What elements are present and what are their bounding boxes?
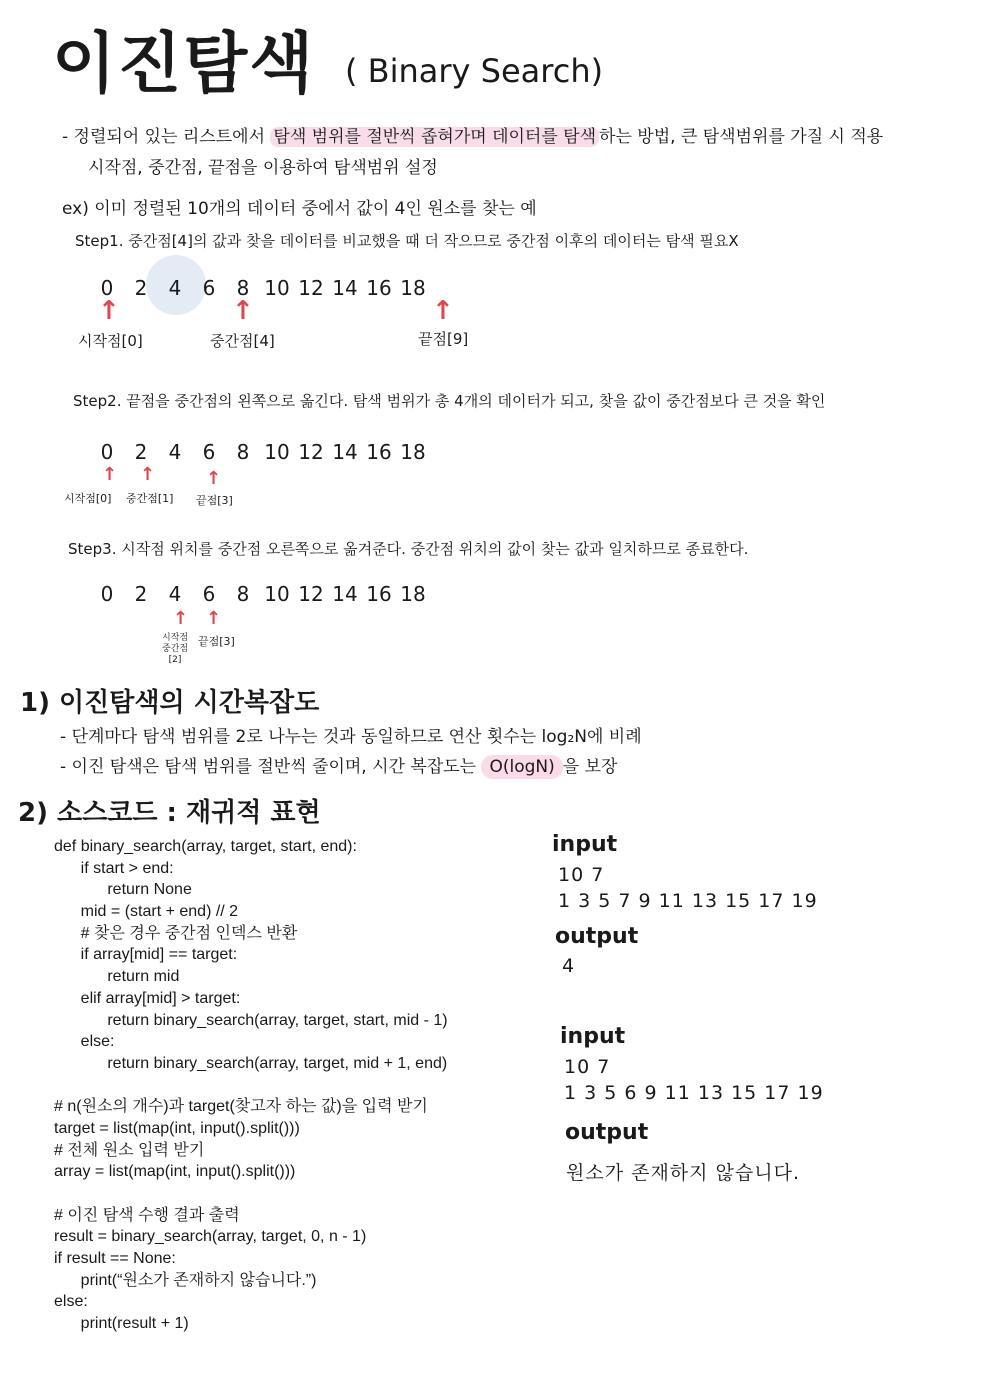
step1-number-row bbox=[90, 276, 430, 300]
number-item: 12 bbox=[298, 582, 324, 606]
arrow-up-icon: ↑ bbox=[206, 468, 222, 489]
code-line: # 이진 탐색 수행 결과 출력 bbox=[54, 1206, 240, 1224]
number-item: 8 bbox=[236, 440, 250, 464]
number-item: 14 bbox=[332, 440, 358, 464]
number-item: 6 bbox=[202, 582, 216, 606]
code-line: else: bbox=[54, 1293, 88, 1311]
number-item: 12 bbox=[298, 440, 324, 464]
number-item: 16 bbox=[366, 582, 392, 606]
code-line: return binary_search(array, target, mid + 1, end) bbox=[54, 1054, 448, 1072]
step3-text: Step3. 시작점 위치를 중간점 오른쪽으로 옮겨준다. 중간점 위치의 값이 찾는 값과 일치하므로 종료한다. bbox=[68, 540, 749, 558]
page-title: 이진탐색 bbox=[52, 25, 316, 102]
step2-end-label: 끝점[3] bbox=[196, 494, 233, 507]
io2-output-label: output bbox=[565, 1120, 649, 1145]
step3-start-label: 시작점 bbox=[162, 633, 189, 643]
code-block bbox=[54, 836, 448, 1335]
code-line: mid = (start + end) // 2 bbox=[54, 903, 239, 921]
step1-end-label: 끝점[9] bbox=[418, 330, 469, 348]
arrow-up-icon: ↑ bbox=[173, 608, 189, 629]
code-line: if array[mid] == target: bbox=[54, 946, 238, 964]
number-item: 14 bbox=[332, 582, 358, 606]
code-line: result = binary_search(array, target, 0, n - 1) bbox=[54, 1228, 367, 1246]
number-item: 0 bbox=[100, 276, 114, 300]
number-item: 0 bbox=[100, 582, 114, 606]
number-item: 18 bbox=[400, 440, 426, 464]
arrow-up-icon: ↑ bbox=[432, 296, 454, 326]
section2-heading: 2) 소스코드 : 재귀적 표현 bbox=[18, 798, 321, 828]
number-item: 0 bbox=[100, 440, 114, 464]
section1-line-2-post: 을 보장 bbox=[562, 757, 618, 777]
code-line: elif array[mid] > target: bbox=[54, 989, 241, 1007]
code-line bbox=[54, 1183, 448, 1205]
section1-line-2-pre: - 이진 탐색은 탐색 범위를 절반씩 줄이며, 시간 복잡도는 bbox=[60, 757, 482, 777]
io2-input-line-2: 1 3 5 6 9 11 13 15 17 19 bbox=[564, 1082, 824, 1104]
step3-index-label: [2] bbox=[168, 655, 182, 665]
number-item: 6 bbox=[202, 276, 216, 300]
step1-text: Step1. 중간점[4]의 값과 찾을 데이터를 비교했을 때 더 작으므로 중간점 이후의 데이터는 탐색 필요X bbox=[75, 232, 739, 250]
io2-input-line-1: 10 7 bbox=[564, 1056, 611, 1078]
io1-output-label: output bbox=[555, 924, 639, 949]
code-line: return None bbox=[54, 881, 192, 899]
intro-highlight: 탐색 범위를 절반씩 좁혀가며 데이터를 탐색 bbox=[270, 127, 599, 147]
number-item: 2 bbox=[134, 582, 148, 606]
number-item: 8 bbox=[236, 582, 250, 606]
number-item: 16 bbox=[366, 276, 392, 300]
code-line: return mid bbox=[54, 968, 180, 986]
io1-output-value: 4 bbox=[562, 955, 576, 977]
section1-line-2 bbox=[60, 752, 617, 777]
number-item: 4 bbox=[168, 440, 182, 464]
io2-input-label: input bbox=[560, 1024, 626, 1049]
number-item: 16 bbox=[366, 440, 392, 464]
number-item: 18 bbox=[400, 582, 426, 606]
number-item: 2 bbox=[134, 276, 148, 300]
number-item: 2 bbox=[134, 440, 148, 464]
intro-line-1-post: 하는 방법, 큰 탐색범위를 가질 시 적용 bbox=[599, 127, 884, 147]
number-item: 12 bbox=[298, 276, 324, 300]
step2-text: Step2. 끝점을 중간점의 왼쪽으로 옮긴다. 탐색 범위가 총 4개의 데이터가 되고, 찾을 값이 중간점보다 큰 것을 확인 bbox=[73, 392, 826, 410]
number-item: 10 bbox=[264, 276, 290, 300]
arrow-up-icon: ↑ bbox=[102, 464, 118, 485]
arrow-up-icon: ↑ bbox=[98, 296, 120, 326]
code-line: target = list(map(int, input().split())) bbox=[54, 1119, 300, 1137]
section1-line-1: - 단계마다 탐색 범위를 2로 나누는 것과 동일하므로 연산 횟수는 log₂N에 비례 bbox=[60, 727, 642, 747]
io1-input-line-2: 1 3 5 7 9 11 13 15 17 19 bbox=[558, 890, 818, 912]
step2-mid-label: 중간점[1] bbox=[126, 492, 174, 505]
complexity-highlight: O(logN) bbox=[481, 755, 562, 779]
step2-number-row bbox=[90, 440, 430, 464]
step3-mid-label: 중간점 bbox=[162, 644, 189, 654]
number-item: 6 bbox=[202, 440, 216, 464]
arrow-up-icon: ↑ bbox=[206, 608, 222, 629]
io1-input-label: input bbox=[552, 832, 618, 857]
number-item: 4 bbox=[168, 582, 182, 606]
arrow-up-icon: ↑ bbox=[232, 296, 254, 326]
code-line: print(result + 1) bbox=[54, 1315, 189, 1333]
intro-line-2: 시작점, 중간점, 끝점을 이용하여 탐색범위 설정 bbox=[88, 158, 438, 178]
number-item: 14 bbox=[332, 276, 358, 300]
io2-output-value: 원소가 존재하지 않습니다. bbox=[566, 1162, 801, 1184]
code-line: print(“원소가 존재하지 않습니다.”) bbox=[54, 1271, 317, 1289]
step3-end-label: 끝점[3] bbox=[198, 635, 235, 648]
page-subtitle: ( Binary Search) bbox=[345, 52, 604, 90]
intro-line-1-pre: - 정렬되어 있는 리스트에서 bbox=[62, 127, 271, 147]
code-line: return binary_search(array, target, start, mid - 1) bbox=[54, 1011, 448, 1029]
number-item: 18 bbox=[400, 276, 426, 300]
step3-number-row bbox=[90, 582, 430, 606]
code-line: else: bbox=[54, 1033, 115, 1051]
number-item: 4 bbox=[168, 276, 182, 300]
code-line: if result == None: bbox=[54, 1250, 176, 1268]
arrow-up-icon: ↑ bbox=[140, 464, 156, 485]
io1-input-line-1: 10 7 bbox=[558, 864, 605, 886]
code-line: # 찾은 경우 중간점 인덱스 반환 bbox=[54, 924, 298, 942]
number-item: 10 bbox=[264, 440, 290, 464]
code-line: # n(원소의 개수)과 target(찾고자 하는 값)을 입력 받기 bbox=[54, 1098, 428, 1116]
step2-start-label: 시작점[0] bbox=[64, 492, 112, 505]
number-item: 10 bbox=[264, 582, 290, 606]
code-line: array = list(map(int, input().split())) bbox=[54, 1163, 296, 1181]
step1-mid-label: 중간점[4] bbox=[210, 332, 275, 350]
example-line: ex) 이미 정렬된 10개의 데이터 중에서 값이 4인 원소를 찾는 예 bbox=[62, 199, 537, 219]
step3-start-mid-label bbox=[162, 633, 188, 666]
code-line: if start > end: bbox=[54, 859, 174, 877]
code-line: # 전체 원소 입력 받기 bbox=[54, 1141, 205, 1159]
code-line: def binary_search(array, target, start, end): bbox=[54, 838, 357, 855]
intro-line-1 bbox=[62, 122, 883, 147]
step1-start-label: 시작점[0] bbox=[78, 332, 143, 350]
code-line bbox=[54, 1075, 448, 1097]
section1-heading: 1) 이진탐색의 시간복잡도 bbox=[20, 688, 320, 718]
number-item: 8 bbox=[236, 276, 250, 300]
